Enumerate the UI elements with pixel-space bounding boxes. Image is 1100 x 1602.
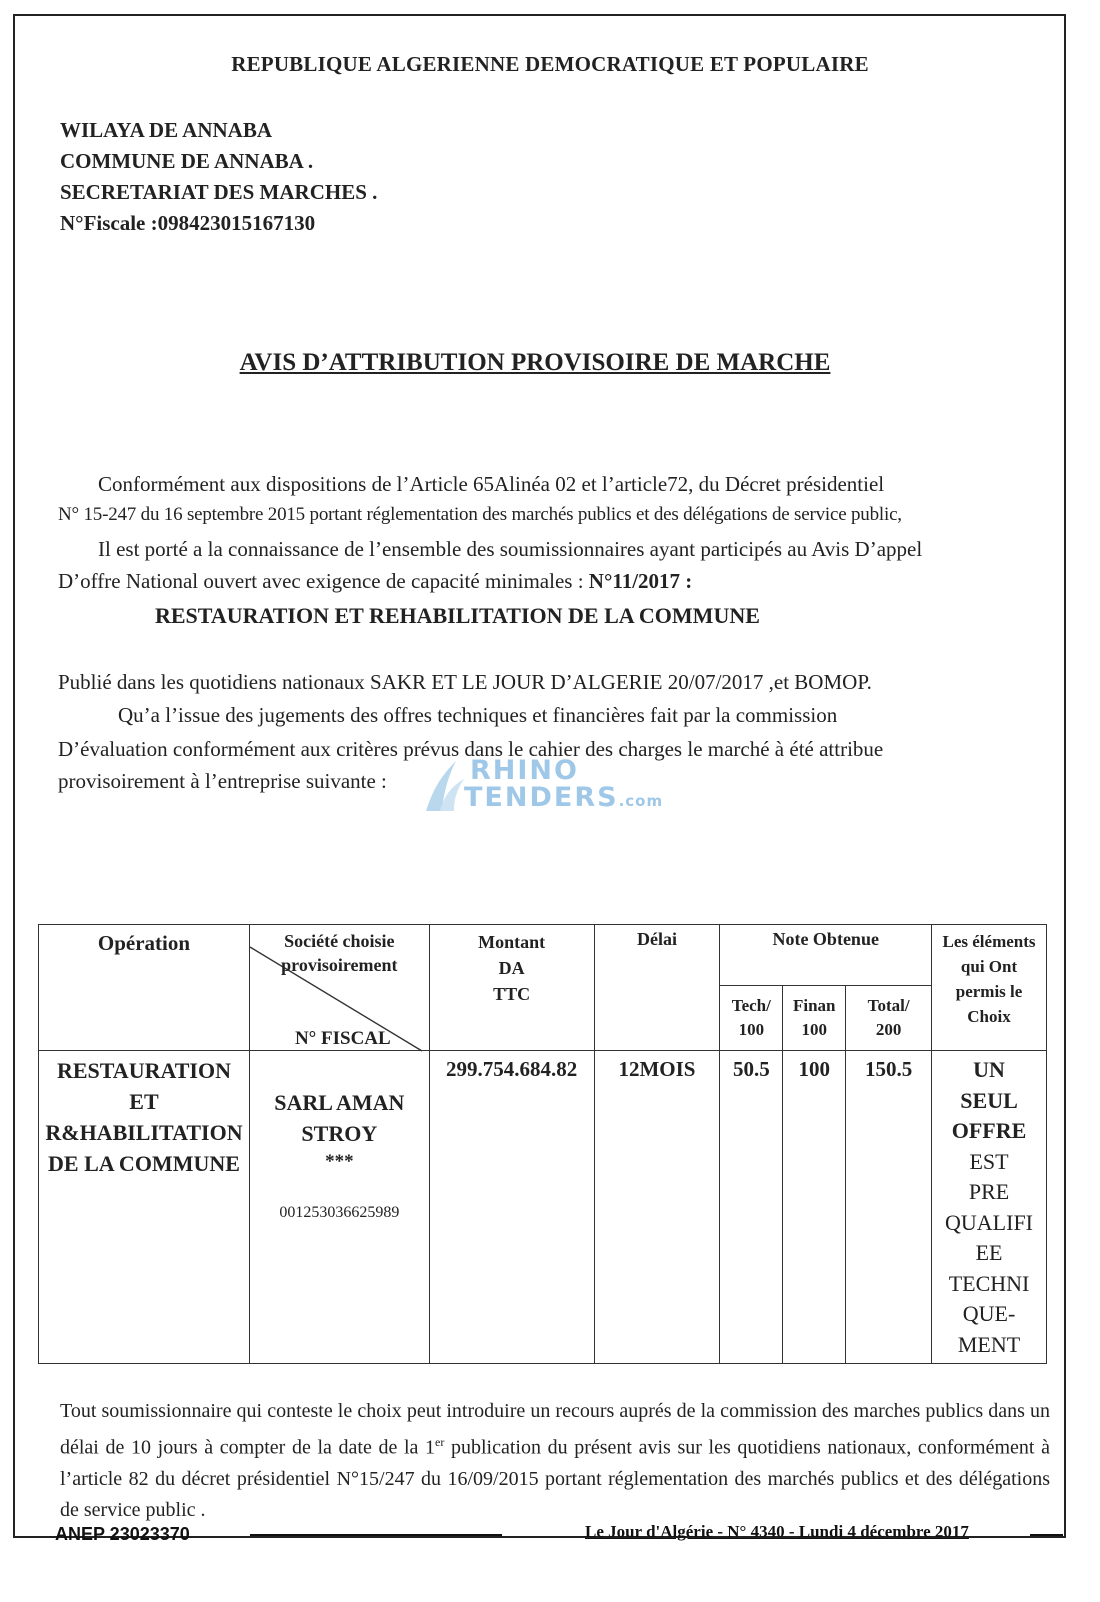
header-societe-label bbox=[250, 929, 429, 977]
header-elements-line2: qui Ont bbox=[960, 957, 1018, 976]
cell-montant: 299.754.684.82 bbox=[429, 1051, 594, 1364]
recourse-sup: er bbox=[435, 1435, 445, 1449]
footer-rule-right bbox=[1030, 1534, 1063, 1536]
secretariat-line: SECRETARIAT DES MARCHES . bbox=[60, 180, 378, 204]
header-note: Note Obtenue bbox=[720, 925, 932, 986]
cell-societe bbox=[249, 1051, 429, 1364]
cell-elements-line4: EST bbox=[969, 1148, 1009, 1174]
cell-elements-line3: OFFRE bbox=[951, 1118, 1027, 1143]
watermark-rhino: RHINO bbox=[470, 755, 579, 786]
body-line-3: Il est porté a la connaissance de l’ensemble des soumissionnaires ayant participés au Avis D’appel bbox=[98, 537, 923, 561]
recourse-text-1: Tout soumissionnaire qui conteste le choix peut introduire un recours auprés de la commission des marches publics dans un délai de 10 jours à compter de la date de la 1 bbox=[60, 1400, 1050, 1459]
wilaya-line: WILAYA DE ANNABA bbox=[60, 118, 273, 142]
fiscal-number-line: N°Fiscale :098423015167130 bbox=[60, 211, 316, 235]
cell-operation bbox=[39, 1051, 250, 1364]
republic-heading: REPUBLIQUE ALGERIENNE DEMOCRATIQUE ET POPULAIRE bbox=[231, 52, 869, 76]
cell-operation-line1: RESTAURATION bbox=[56, 1058, 231, 1083]
watermark-suffix: .com bbox=[618, 792, 664, 810]
header-elements-line3: permis le bbox=[955, 982, 1023, 1001]
body-line-1: Conformément aux dispositions de l’Article 65Alinéa 02 et l’article72, du Décret présidentiel bbox=[98, 472, 885, 496]
header-montant-line3: TTC bbox=[493, 984, 531, 1004]
header-tech bbox=[720, 986, 783, 1051]
watermark-tenders bbox=[464, 782, 663, 813]
watermark bbox=[418, 755, 668, 815]
header-operation: Opération bbox=[39, 925, 250, 1051]
header-total-line1: Total/ bbox=[867, 996, 910, 1015]
header-finan bbox=[783, 986, 846, 1051]
header-tech-line2: 100 bbox=[738, 1020, 765, 1039]
cell-operation-line4: DE LA COMMUNE bbox=[48, 1151, 240, 1176]
table-header-row bbox=[39, 925, 1047, 986]
recourse-text-2: publication du présent avis sur les quotidiens nationaux, conformément à l’article 82 du décret présidentiel N°15/247 du 16/09/2015 portant réglementation des marchés publics et des délégations de service public . bbox=[60, 1436, 1050, 1521]
header-societe bbox=[249, 925, 429, 1051]
cell-elements-line9: QUE- bbox=[962, 1301, 1016, 1326]
body-line-8: D’évaluation conformément aux critères prévus dans le cahier des charges le marché à été attribue bbox=[58, 737, 884, 761]
cell-tech: 50.5 bbox=[720, 1051, 783, 1364]
body-line-4 bbox=[58, 569, 692, 594]
cell-finan: 100 bbox=[783, 1051, 846, 1364]
recourse-paragraph bbox=[60, 1396, 1050, 1526]
cell-societe-line1: SARL AMAN bbox=[274, 1090, 405, 1115]
journal-reference: Le Jour d'Algérie - N° 4340 - Lundi 4 décembre 2017 bbox=[585, 1522, 969, 1541]
header-montant-line2: DA bbox=[498, 958, 525, 978]
body-line-9: provisoirement à l’entreprise suivante : bbox=[58, 769, 387, 793]
cell-elements bbox=[932, 1051, 1047, 1364]
cell-elements-line5: PRE bbox=[968, 1179, 1010, 1204]
body-line-7: Qu’a l’issue des jugements des offres techniques et financières fait par la commission bbox=[118, 703, 838, 727]
header-elements bbox=[932, 925, 1047, 1051]
header-fiscal: N° FISCAL bbox=[294, 1028, 391, 1049]
header-montant-line1: Montant bbox=[478, 932, 546, 952]
header-montant bbox=[429, 925, 594, 1051]
footer-rule-left bbox=[250, 1534, 502, 1536]
anep-reference: ANEP 23023370 bbox=[55, 1524, 190, 1544]
cell-operation-line2: ET bbox=[129, 1089, 159, 1114]
cell-societe-stars: *** bbox=[325, 1151, 354, 1172]
cell-elements-line8: TECHNI bbox=[948, 1270, 1030, 1296]
header-societe-line2: provisoirement bbox=[281, 955, 398, 975]
cell-elements-line1: UN bbox=[973, 1057, 1005, 1082]
cell-operation-line3: R&HABILITATION bbox=[45, 1120, 243, 1145]
corner-mark-left bbox=[13, 1520, 15, 1534]
rhino-logo-icon bbox=[418, 757, 466, 813]
cell-elements-line6: QUALIFI bbox=[945, 1209, 1034, 1235]
header-elements-line1: Les éléments bbox=[942, 932, 1036, 951]
header-societe-line1: Société choisie bbox=[284, 931, 395, 951]
operation-title: RESTAURATION ET REHABILITATION DE LA COMMUNE bbox=[155, 603, 760, 628]
header-elements-line4: Choix bbox=[967, 1007, 1011, 1026]
cell-elements-line7: EE bbox=[975, 1240, 1003, 1265]
document-title: AVIS D’ATTRIBUTION PROVISOIRE DE MARCHE bbox=[239, 349, 831, 376]
header-tech-line1: Tech/ bbox=[731, 996, 771, 1015]
avis-number: N°11/2017 : bbox=[588, 569, 693, 593]
body-line-2: N° 15-247 du 16 septembre 2015 portant réglementation des marchés publics et des délégations de service public, bbox=[58, 504, 902, 525]
header-finan-line1: Finan bbox=[792, 996, 836, 1015]
cell-societe-line2: STROY bbox=[301, 1121, 378, 1146]
header-total-line2: 200 bbox=[875, 1020, 902, 1039]
header-delai: Délai bbox=[594, 925, 720, 1051]
cell-elements-line10: MENT bbox=[957, 1331, 1021, 1357]
cell-delai: 12MOIS bbox=[594, 1051, 720, 1364]
cell-societe-fiscal: 001253036625989 bbox=[279, 1204, 400, 1221]
cell-total: 150.5 bbox=[846, 1051, 932, 1364]
cell-elements-line2: SEUL bbox=[960, 1087, 1018, 1113]
header-finan-line2: 100 bbox=[801, 1020, 827, 1039]
table-row bbox=[39, 1051, 1047, 1364]
watermark-tenders-text: TENDERS bbox=[464, 782, 619, 813]
issuer-block bbox=[60, 115, 377, 239]
body-line-6: Publié dans les quotidiens nationaux SAKR ET LE JOUR D’ALGERIE 20/07/2017 ,et BOMOP. bbox=[58, 670, 872, 694]
header-total bbox=[846, 986, 932, 1051]
award-table bbox=[38, 924, 1047, 1364]
commune-line: COMMUNE DE ANNABA . bbox=[60, 149, 314, 173]
body-line-4-text: D’offre National ouvert avec exigence de capacité minimales : bbox=[58, 569, 584, 593]
